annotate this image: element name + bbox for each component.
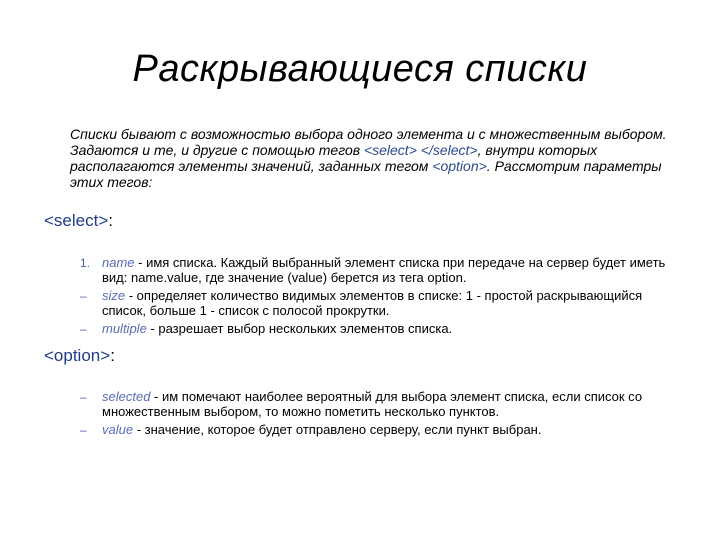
- attr-description: - имя списка. Каждый выбранный элемент списка при передаче на сервер будет иметь вид: name.value, где значение (value) берется из тега option.: [102, 255, 666, 285]
- intro-tag-option: <option>: [432, 158, 487, 174]
- attr-description: - значение, которое будет отправлено серверу, если пункт выбран.: [133, 422, 542, 437]
- intro-text-4: . Рассмотрим параметры этих тегов:: [70, 158, 662, 190]
- attr-term: name: [102, 255, 135, 270]
- list-marker: 1.: [80, 256, 91, 270]
- select-heading-suffix: :: [108, 211, 113, 230]
- list-item-size: [80, 289, 680, 318]
- option-heading-tag: <option>: [44, 346, 111, 365]
- option-heading-suffix: :: [110, 346, 115, 365]
- list-marker: –: [80, 423, 87, 437]
- select-heading-tag: <select>: [44, 211, 109, 230]
- list-item-multiple: [80, 322, 680, 337]
- list-item-selected: [80, 390, 680, 419]
- option-heading: [44, 346, 115, 366]
- option-attributes-list: [80, 390, 680, 442]
- list-marker: –: [80, 289, 87, 303]
- attr-description: - им помечают наиболее вероятный для выбора элемент списка, если список со множественным выбором, то можно пометить несколько пунктов.: [102, 389, 643, 419]
- intro-text-3: , внутри которых располагаются элементы значений, заданных тегом: [70, 142, 598, 174]
- attr-description: - разрешает выбор нескольких элементов списка.: [146, 321, 453, 336]
- intro-paragraph: [70, 126, 690, 190]
- list-marker: –: [80, 322, 87, 336]
- intro-tag-select-close: </select>: [420, 142, 478, 158]
- attr-term: multiple: [102, 321, 147, 336]
- select-heading: [44, 211, 113, 231]
- attr-term: size: [102, 288, 126, 303]
- intro-text-1: Списки бывают с возможностью выбора одного элемента и с множественным выбором. Задаются и те, и другие с помощью тегов: [70, 126, 667, 158]
- list-item-name: [80, 256, 680, 285]
- attr-description: - определяет количество видимых элементов в списке: 1 - простой раскрывающийся список, больше 1 - список с полосой прокрутки.: [102, 288, 643, 318]
- select-attributes-list: [80, 256, 680, 341]
- attr-term: selected: [102, 389, 151, 404]
- list-marker: –: [80, 390, 87, 404]
- attr-term: value: [102, 422, 134, 437]
- intro-tag-select: <select>: [363, 142, 417, 158]
- slide-title: Раскрывающиеся списки: [132, 48, 588, 90]
- list-item-value: [80, 423, 680, 438]
